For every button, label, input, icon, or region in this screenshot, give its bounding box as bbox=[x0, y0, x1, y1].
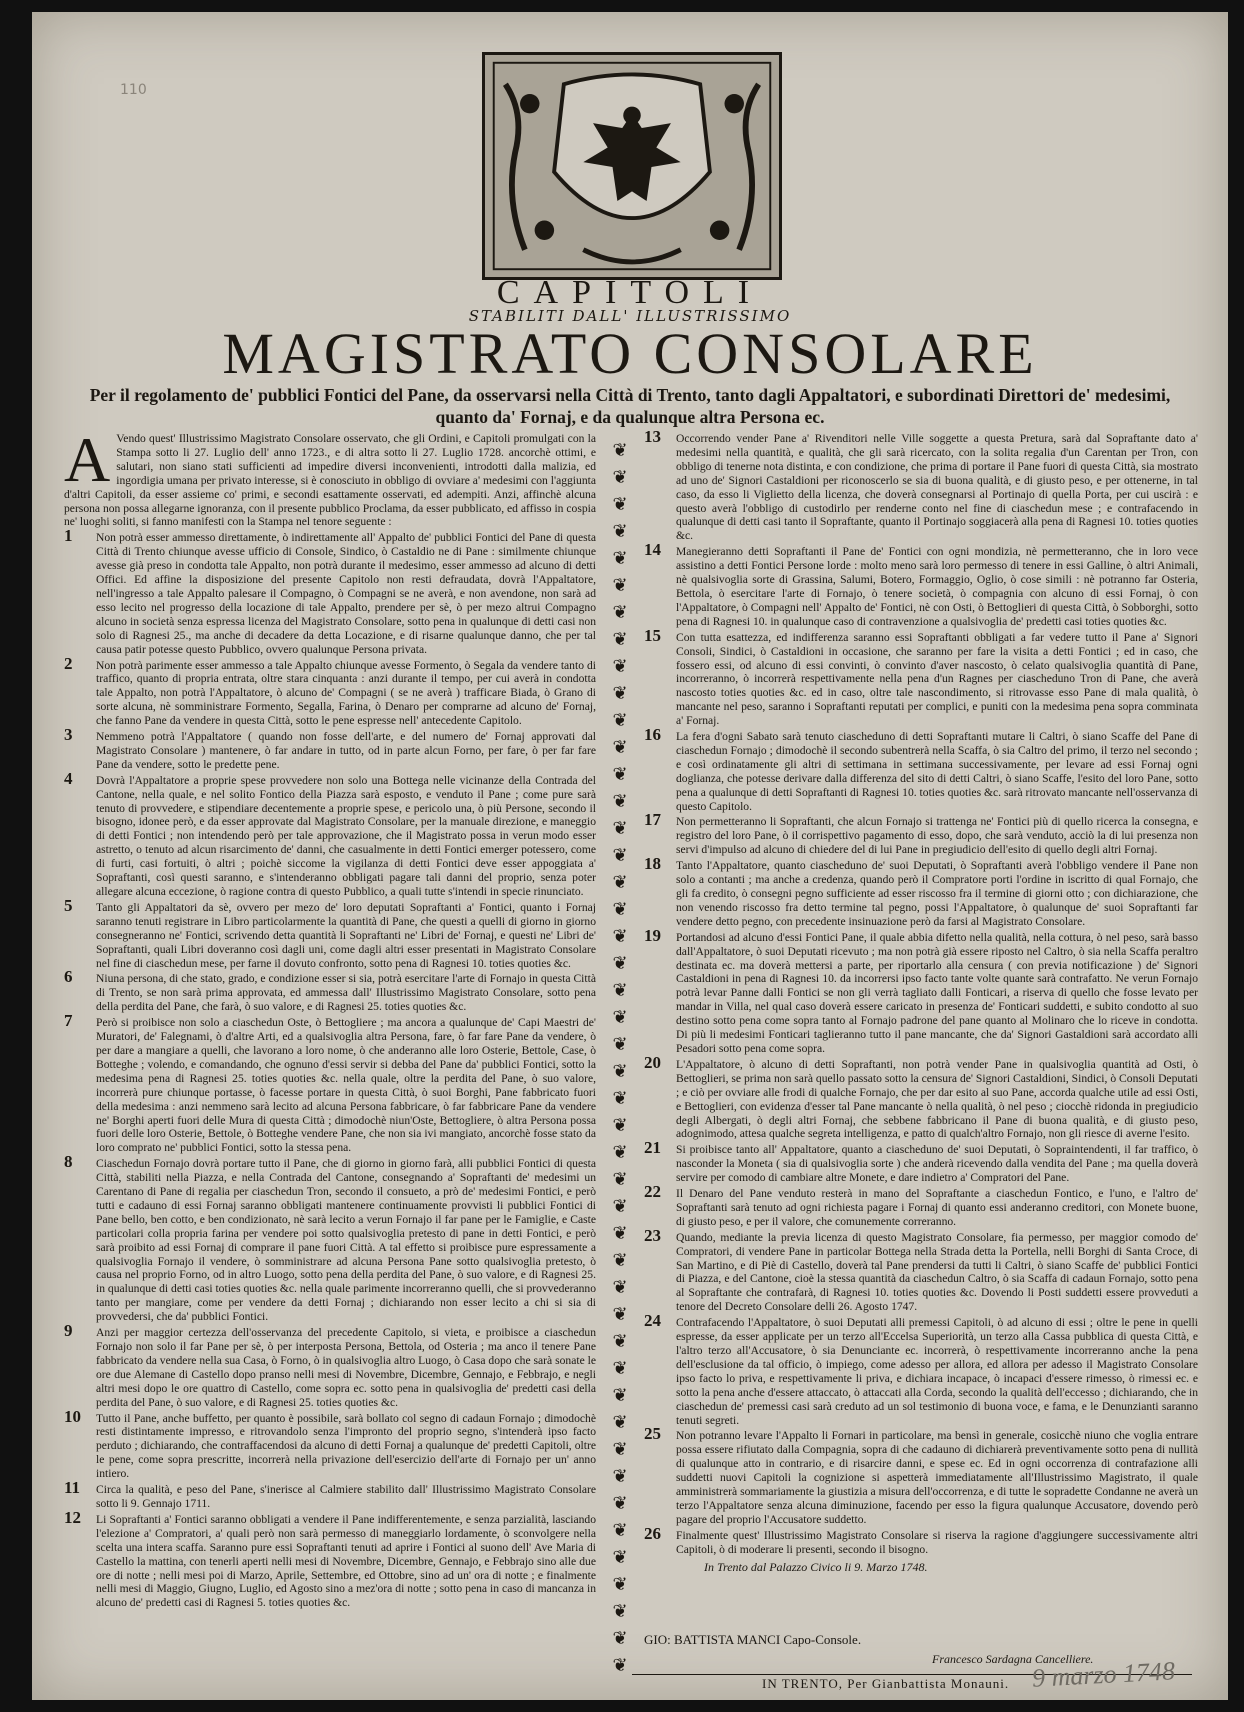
article-11 bbox=[64, 1478, 596, 1511]
article-8 bbox=[64, 1152, 596, 1324]
article-text: Occorrendo vender Pane a' Rivenditori nelle Ville soggette a questa Pretura, sarà dal Sopraftante dato a' medesimi nella quantità, e qualità, che gli sarà ricercato, con la solita regalia d'un Carentan per Tron, con obbligo di tenerne nota distinta, e con condizione, che prima di portare il Pane fuori di questa Città, sia mostrato ad uno de' Signori Castaldioni per riconoscerlo se sia di buona qualità, e di giusto peso, e per ottenerne, in tal caso, da esso li Viglietto della licenza, che doverà consegnarsi al Portinajo di quella Porta, per cui uscirà : e questo averà l'obbligo di custodirlo per renderne conto nel fine di ciaschedun mese ; e contrafacendo in qualunque di detti casi tanto il Sopraftante, quanto il Portinajo soggiacerà alla pena di Ragnesi 10. toties quoties &c. bbox=[676, 432, 1198, 543]
article-text: Circa la qualità, e peso del Pane, s'inerisce al Calmiere stabilito dall' Illustrissimo Magistrato Consolare sotto li 9. Gennajo 1711. bbox=[96, 1483, 596, 1510]
article-text: Quando, mediante la previa licenza di questo Magistrato Consolare, fia permesso, per maggior comodo de' Compratori, di vendere Pane in particolar Bottega nella Strada detta la Portella, nelli Borghi di Santa Croce, di San Martino, e di Piè di Castello, doverà tal Pane prendersi da tutti li Caltri, ò siano Scaffe de' pubblici Fontici di Piazza, e del Cantone, cioè la stessa quantità da ciaschedun Caltro, ò sia Scaffa di cadaun Fornajo, sotto pena al Sopraftante che contrafarà, di Ragnesi 10. toties quoties &c. Dovendo li Posti suddetti essere provveduti a tenore del Decreto Consolare delli 26. Agosto 1747. bbox=[676, 1230, 1198, 1314]
divider-ornament: ❦ bbox=[612, 1304, 628, 1325]
article-number: 5 bbox=[64, 895, 73, 915]
divider-ornament: ❦ bbox=[612, 818, 628, 839]
divider-ornament: ❦ bbox=[612, 872, 628, 893]
drop-cap: A bbox=[64, 424, 111, 495]
article-14 bbox=[644, 540, 1198, 628]
article-number: 14 bbox=[644, 540, 661, 560]
divider-ornament: ❦ bbox=[612, 1412, 628, 1433]
article-text: Finalmente quest' Illustrissimo Magistrato Consolare si riserva la ragione d'aggiungere successivamente altri Capitoli, ò di moderare li presenti, secondo il bisogno. bbox=[676, 1528, 1198, 1556]
article-19 bbox=[644, 925, 1198, 1056]
divider-ornament: ❦ bbox=[612, 737, 628, 758]
article-20 bbox=[644, 1052, 1198, 1141]
article-9 bbox=[64, 1321, 596, 1409]
divider-ornament: ❦ bbox=[612, 467, 628, 488]
article-number: 21 bbox=[644, 1138, 661, 1158]
article-number: 26 bbox=[644, 1523, 661, 1543]
article-12 bbox=[64, 1507, 596, 1610]
article-number: 16 bbox=[644, 725, 661, 745]
divider-ornament: ❦ bbox=[612, 1655, 628, 1676]
article-number: 17 bbox=[644, 810, 661, 830]
subtitle: Per il regolamento de' pubblici Fontici del Pane, da osservarsi nella Città di Trento, tanto dagli Appaltatori, e subordinati Direttori de' medesimi, quanto da' Fornaj, e da qualunque altra Persona ec. bbox=[89, 385, 1171, 427]
divider-ornament: ❦ bbox=[612, 1628, 628, 1649]
divider-ornament: ❦ bbox=[612, 1466, 628, 1487]
article-26 bbox=[644, 1523, 1198, 1557]
divider-ornament: ❦ bbox=[612, 1277, 628, 1298]
article-text: Dovrà l'Appaltatore a proprie spese provvedere non solo una Bottega nelle vicinanze della Contrada del Cantone, nella quale, e nel solito Fontico della Piazza sarà esposto, e venduto il Pane ; come pure sarà tenuto di provvedere, e stipendiare decentemente a proprie spese, e pericolo una, ò più Persone, secondo il bisogno, idonee però, e da esser approvate dal Magistrato Consolare, per la manuale direzione, e maneggio di detti Fontici ; non intendendo però per tale approvazione, che il Magistrato possa in verun modo esser astretto, o tenuto ad alcun risarcimento de' danni, che casualmente in detti Fontici emerger potessero, come di furti, casi fortuiti, ò altri ; poichè siccome la vigilanza di detti Fontici deve esser appoggiata a' Sopraftanti, così questi saranno, e s'intenderanno obbligati pagare tali danni del proprio, senza poter allegare alcuna eccezione, ò ragione contra di questo Pubblico, a quali tutte s'intendi in specie rinunciato. bbox=[96, 773, 596, 898]
eagle-woodcut-icon bbox=[485, 55, 779, 277]
article-text: Tanto gli Appaltatori da sè, ovvero per mezo de' loro deputati Sopraftanti a' Fontici, quanto i Fornaj saranno tenuti registrare in Libro particolarmente la quantità di Pane, che questi a quelli di giorno in giorno consegneranno ne' Fontici, scrivendo detta quantità li Sopraftanti ne' Libri de' Fornaj, e questi ne' Libri de' Sopraftanti, quali Libri doveranno così dagli uni, come dagli altri esser presentati in Magistrato Consolare nel fine di ciaschedun mese, per farne il dovuto confronto, sotto pena di Ragnesi 10. toties quoties &c. bbox=[96, 900, 596, 970]
article-text: Portandosi ad alcuno d'essi Fontici Pane, il quale abbia difetto nella qualità, nella cottura, ò nel peso, sarà basso dall'Appaltatore, ò suoi Deputati ricevuto ; ma non potrà già essere riposto nel Caltro, ò sia nella Scaffa peraltro destinata ec. ma doverà mettersi a parte, per riportarlo alla censura ( con previa notificazione ) de' Signori Castaldioni in pena di Ragnesi 10. da incorrersi ipso facto tante volte quante sarà contrafatto. Ne verun Fornajo potrà levar Panne dalli Fontici se non gli verrà tagliato dalli Fonticari, a riserva di quello che fosse levato per mandar in Villa, nel qual caso doverà essere caricato in presenza de' Fonticari suddetti, e subito condotto al suo destino sotto pena come sopra tanto al Fornajo padrone del pane quanto al Molinaro che lo riceve in condotta. Di più li medesimi Fonticari taglieranno tutto il pane mancante, che da' Signori Gastaldioni sarà accordato alli Pesadori sotto pena come sopra. bbox=[676, 930, 1198, 1055]
divider-ornament: ❦ bbox=[612, 1439, 628, 1460]
article-text: Non potrà esser ammesso direttamente, ò indirettamente all' Appalto de' pubblici Fontici del Pane di questa Città di Trento chiunque avesse ufficio di Console, Sindico, ò Castaldio ne di Pane : similmente chiunque avesse già preso in condotta tale Appalto, non potrà durante il medesimo, esser ammesso ad alcuno di detti Offici. Ed affine la disposizione del presente Capitolo non resti defraudata, dovrà l'Appaltatore, nell'ingresso a tale Appalto palesare il Compagno, ò Compagni se ne averà, e non avendone, non sarà ad esso lecito nel progresso della locazione di tale Appalto, prendere per sè, ò per mezo altrui Compagno alcuno in società senza espressa licenza del Magistrato Consolare, sotto pena in qualunque di detti casi non solo di Ragnesi 25., ma anche di decadere da detta Locazione, e di risarne qualunque danno, che per tal causa patir potesse questo Pubblico, ovvero qualunque Persona privata. bbox=[96, 531, 596, 656]
article-text: Manegieranno detti Sopraftanti il Pane de' Fontici con ogni mondizia, nè permetteranno, che in loro vece assistino a detti Fontici Persone lorde : molto meno sarà loro permesso di tenere in essi Galline, ò altri Animali, nè qualsivoglia sorte di Grassina, Salumi, Botero, Formaggio, Oglio, ò cose simili : nè potranno far Osteria, Bettola, ò esercitare l'arte di Fornajo, ò tenere società, ò compagnia con alcuno di essi Fornaj, ò con l'Appaltatore, ò Compagni nell' Appalto de' Fontici, nè con Osti, ò Bettoglieri di questa Città, ò Sobborghi, sotto pena di Ragnesi 10. in qualunque caso di contravenzione a qualsivoglia de' predetti casi toties quoties &c. bbox=[676, 545, 1198, 628]
date-line: In Trento dal Palazzo Civico li 9. Marzo 1748. bbox=[704, 1559, 928, 1574]
article-6 bbox=[64, 967, 596, 1014]
article-21 bbox=[644, 1138, 1198, 1185]
divider-ornament: ❦ bbox=[612, 953, 628, 974]
article-number: 9 bbox=[64, 1321, 73, 1341]
article-number: 6 bbox=[64, 967, 73, 987]
article-1 bbox=[64, 526, 596, 656]
article-23 bbox=[644, 1225, 1198, 1314]
article-text: La fera d'ogni Sabato sarà tenuto ciascheduno di detti Sopraftanti mutare li Caltri, ò siano Scaffe del Pane di ciaschedun Fornajo ; dimodochè il secondo subentrerà nella Scaffa, ò sia Caltro del primo, il terzo nel secondo ; e così ordinatamente gli altri di settimana in settimana successivamente, per levare ad essi Fornaj ogni doglianza, che potesse derivare dalla differenza del sito di detti Caltri, ò siano Scaffe, l'esito del loro Pane, sotto pena a qualunque di detti Sopraftanti di Ragnesi 10. toties quoties &c. sarà ritrovato mancante nell'osservanza di questo Capitolo. bbox=[676, 730, 1198, 813]
divider-ornament: ❦ bbox=[612, 1007, 628, 1028]
divider-ornament: ❦ bbox=[612, 1169, 628, 1190]
pencil-mark: 110 bbox=[120, 82, 147, 98]
divider-ornament: ❦ bbox=[612, 440, 628, 461]
divider-ornament: ❦ bbox=[612, 1493, 628, 1514]
divider-ornament: ❦ bbox=[612, 602, 628, 623]
article-text: Il Denaro del Pane venduto resterà in mano del Sopraftante a ciaschedun Fontico, e l'uno, e l'altro de' Sopraftanti sarà tenuto ad ogni richiesta pagare i Fornaj di quanto essi anderanno creditori, con Monete buone, di giusto peso, e per il valore, che comunemente correranno. bbox=[676, 1187, 1198, 1228]
article-text: Tutto il Pane, anche buffetto, per quanto è possibile, sarà bollato col segno di cadaun Fornajo ; dimodochè resti distintamente impresso, e ritrovandolo senza l'impronto del proprio segno, s'intenderà ipso facto perduto ; dichiarando, che contraffacendosi da alcuno di detti Fornaj a qualunque de' predetti Capitoli, oltre le pene, come sopra prescritte, incorrerà nella privazione dell'esercizio dell'arte di Fornajo per un' anno intiero. bbox=[96, 1411, 596, 1481]
left-articles bbox=[64, 526, 596, 1610]
article-text: Non potranno levare l'Appalto li Fornari in particolare, ma bensì in generale, cosicchè niuno che voglia entrare possa essere rifiutato dalla Compagnia, sopra di che cadauno di dichiarerà preventivamente sotto pena di nullità di qualunque atto in contrario, e di risarcire danni, e spese ec. Ed in ogni occorrenza di contrafazione alli suddetti nuovi Capitoli la cognizione si aspetterà immediatamente all'Illustrissimo Magistrato, il quale amministrerà sommariamente la giustizia a misura dell'occorrenza, e di tutte le sopradette Condanne ne averà un terzo l'Appaltatore senza alcuna diminuzione, facendo per esso la figura qualunque Accusatore, dovendo però pagare del proprio l'Accusatore suddetto. bbox=[676, 1429, 1198, 1526]
divider-ornament: ❦ bbox=[612, 1061, 628, 1082]
article-25 bbox=[644, 1424, 1198, 1526]
divider-ornament: ❦ bbox=[612, 1142, 628, 1163]
divider-ornament: ❦ bbox=[612, 1250, 628, 1271]
article-number: 4 bbox=[64, 768, 73, 788]
article-number: 12 bbox=[64, 1507, 81, 1527]
article-number: 3 bbox=[64, 725, 73, 745]
divider-ornament: ❦ bbox=[612, 629, 628, 650]
article-number: 15 bbox=[644, 625, 661, 645]
ornament-divider bbox=[604, 437, 636, 1699]
article-text: Li Sopraftanti a' Fontici saranno obbligati a vendere il Pane indifferentemente, e senza parzialità, lasciando l'elezione a' Compratori, a' quali però non sarà permesso di maneggiarlo lordamente, ò sconvolgere nella scelta una intera scaffa. Saranno pure essi Sopraftanti tenuti ad aprire i Fontici al suono dell' Ave Maria di Castello la mattina, con tenerli aperti nelli mesi di Novembre, Dicembre, Gennajo, e Febbrajo sino alle due ore di notte ; nelli mesi poi di Marzo, Aprile, Settembre, ed Ottobre, sino ad un' ora di notte ; e finalmente nelli mesi di Maggio, Giugno, Luglio, ed Agosto sino a mez'ora di notte ; sotto pena in caso di mancanza in alcuno de' predetti casi di Ragnesi 5. toties quoties &c. bbox=[96, 1512, 596, 1610]
divider-ornament: ❦ bbox=[612, 1196, 628, 1217]
article-3 bbox=[64, 725, 596, 772]
article-number: 8 bbox=[64, 1152, 73, 1172]
article-number: 11 bbox=[64, 1478, 81, 1498]
divider-ornament: ❦ bbox=[612, 845, 628, 866]
article-text: Niuna persona, di che stato, grado, e condizione esser si sia, potrà esercitare l'arte di Fornajo in questa Città di Trento, se non sarà prima approvata, ed ammessa dall' Illustrissimo Magistrato Consolare, sotto pena della perdita del Pane, che farà, ò suo valore, e di Ragnesi 25. toties quoties &c. bbox=[96, 972, 596, 1014]
article-text: Si proibisce tanto all' Appaltatore, quanto a ciascheduno de' suoi Deputati, ò Sopraintendenti, il far traffico, ò nasconder la Moneta ( sia di qualsivoglia sorte ) che anderà ricevendo dalla vendita del Pane ; ma quella doverà servire per comodo di cambiare altre Monete, e dare indietro a' Compratori del Pane. bbox=[676, 1143, 1198, 1185]
divider-ornament: ❦ bbox=[612, 1034, 628, 1055]
article-18 bbox=[644, 854, 1198, 929]
article-number: 2 bbox=[64, 653, 73, 673]
divider-ornament: ❦ bbox=[612, 494, 628, 515]
article-22 bbox=[644, 1182, 1198, 1229]
article-number: 25 bbox=[644, 1424, 661, 1444]
divider-ornament: ❦ bbox=[612, 1331, 628, 1352]
signer-line: GIO: BATTISTA MANCI Capo-Console. bbox=[644, 1632, 862, 1647]
intro-text: Vendo quest' Illustrissimo Magistrato Consolare osservato, che gli Ordini, e Capitoli promulgati con la Stampa sotto li 27. Luglio dell' anno 1723., e di altra sotto li 27. Luglio 1728. ancorchè ottimi, e salutari, non siano stati sufficienti ad impedire diversi inconvenienti, introdotti dalla malizia, ed ingordigia umana per privato interesse, si è conosciuto in obbligo di ovviare a' medesimi con l'aggiunta d'altri Capitoli, da esser assieme co' primi, e secondi esattamente osservati, ed adempiti. Anzi, affinchè alcuna persona non possa allegarne ignoranza, con il presente pubblico Proclama, da esser pubblicato, ed affisso in cospia ne' luoghi soliti, si fanno manifesti con la Stampa nel tenore seguente : bbox=[64, 432, 596, 529]
title-magistrato: MAGISTRATO CONSOLARE bbox=[222, 321, 1038, 386]
divider-ornament: ❦ bbox=[612, 1088, 628, 1109]
divider-ornament: ❦ bbox=[612, 1115, 628, 1136]
divider-ornament: ❦ bbox=[612, 1223, 628, 1244]
article-number: 20 bbox=[644, 1052, 661, 1072]
article-text: Ciaschedun Fornajo dovrà portare tutto il Pane, che di giorno in giorno farà, alli pubblici Fontici di questa Città, stabiliti nella Piazza, e nella Contrada del Cantone, consegnando a' Sopraftanti de' medesimi un Carentano di Pane di regalia per ciaschedun Tron, secondo il consueto, a prò de' medesimi Fontici, e però tutti e cadauno di essi Fornaj saranno obbligati mantenere continuamente provvisti li pubblici Fontici di Pane bello, ben cotto, e ben condizionato, nè sarà lecito a verun Fornajo il far pane per le Famiglie, e Caste particolari colla propria farina per vendere poi sotto qualsivoglia pretesto di pane in detti Fontici, e però sarà proibito ad essi Fornaj di comprare il pane fuori Città. A tal effetto si proibisce pure espressamente a qualsivoglia Fornajo il vendere, ò somministrare ad alcuna Persona Pane sotto qualsivoglia pretesto, ò causa nel proprio Forno, od in altro Luogo, sotto pena della perdita del Pane, ò suo valore, e di Ragnesi 25. in qualunque di detti casi toties quoties &c. nella quale parimente incorreranno quelli, che si provvederanno tanto per mangiare, come per vendere da detti Fornaj ; dichiarando non esser lecito a chi si sia di provvedersi, che da' pubblici Fontici. bbox=[96, 1157, 596, 1324]
article-number: 1 bbox=[64, 526, 73, 546]
article-text: Contrafacendo l'Appaltatore, ò suoi Deputati alli premessi Capitoli, ò ad alcuno di essi ; oltre le pene in quelli espresse, da esser applicate per un terzo all'Eccelsa Superiorità, un terzo alla Cassa pubblica di questa Città, e l'altro terzo all'Accusatore, ò sia Denunciante ec. incorrerà, ò respettivamente incorreranno anche la pena dell'esclusione da tal officio, ò impiego, come adesso per allora, ed allora per adesso il Magistrato Consolare ipso facto lo priva, e respettivamente li priva, e dichiara incapace, ò incapaci d'essere rimesso, ò rimessi ec. e sotto la pena anche d'essere attaccato, ò attaccati alla Corda, secondo la qualità dell'eccesso ; dichiarando, che in ciaschedun de' premessi casi sarà creduto ad un sol testimonio di buona voce, e fama, e le Denunzianti saranno tenuti segreti. bbox=[676, 1316, 1198, 1427]
divider-ornament: ❦ bbox=[612, 1601, 628, 1622]
article-text: Però si proibisce non solo a ciaschedun Oste, ò Bettogliere ; ma ancora a qualunque de' Capi Maestri de' Muratori, de' Falegnami, ò d'altre Arti, ed a qualsivoglia altra Persona, fare, ò far fare Pane da vendere, ò per dare a mangiare a quelli, che lavorano a loro nome, ò che anderanno alle loro Osterie, Bettole, Case, ò Botteghe ; volendo, e comandando, che ognuno d'essi servir si debba del Pane da' pubblici Fontici, sotto la medesima pena di Ragnesi 25. toties quoties &c. nella quale, oltre la perdita del Pane, ò suo valore, incorrerà pure chiunque portasse, ò facesse portare in questa Città, ò suoi Borghi, Pane fabbricato fuori della medesima : anzi nemmeno sarà lecito ad alcuna Persona fabbricare, ò far fabbricare Pane da vendere ne' Borghi aperti fuori delle Mura di questa Città ; dimodochè niun'Oste, Bettogliere, ò altra Persona possa fuori delle loro Osterie, Bettole, ò Botteghe vendere Pane, che non sia ivi mangiato, ancorchè fosse stato da loro comprato ne' pubblici Fontici, sotto la stessa pena. bbox=[96, 1016, 596, 1155]
divider-ornament: ❦ bbox=[612, 899, 628, 920]
article-5 bbox=[64, 895, 596, 971]
divider-ornament: ❦ bbox=[612, 710, 628, 731]
divider-ornament: ❦ bbox=[612, 1520, 628, 1541]
article-number: 23 bbox=[644, 1225, 661, 1245]
article-text: Anzi per maggior certezza dell'osservanza del precedente Capitolo, si vieta, e proibisce a ciaschedun Fornajo non solo il far Pane per sè, ò per interposta Persona, Bettola, od Osteria ; ma anco il tenere Pane fabbricato da vendere nella sua Casa, ò Forno, ò in qualsivoglia altro Luogo, ò Casa dopo che sarà sonate le ore due Alemane di Castello dopo pranso nelli mesi di Novembre, Dicembre, Gennajo, e Febbrajo, e negli altri mesi dopo le ore quattro di Castello, come sopra ec. sotto pena in qualsivoglia de' predetti casi della perdita del Pane, ò suo valore, e di Ragnesi 25. toties quoties &c. bbox=[96, 1326, 596, 1409]
coat-of-arms-emblem bbox=[482, 52, 782, 280]
intro-paragraph bbox=[64, 424, 596, 529]
divider-ornament: ❦ bbox=[612, 521, 628, 542]
article-7 bbox=[64, 1011, 596, 1155]
divider-ornament: ❦ bbox=[612, 980, 628, 1001]
right-column bbox=[644, 427, 1198, 1575]
article-number: 18 bbox=[644, 854, 661, 874]
right-articles bbox=[644, 427, 1198, 1557]
divider-ornament: ❦ bbox=[612, 791, 628, 812]
article-text: Non permetteranno li Sopraftanti, che alcun Fornajo si trattenga ne' Fontici più di quello ricerca la consegna, e registro del loro Pane, ò il corrispettivo pagamento di esso, dopo, che sarà venduto, acciò la di lui presenza non servi d'impulso ad alcuno di chiedere del di lui Pane in pregiudicio dell'esito di quello degli altri Fornaj. bbox=[676, 815, 1198, 857]
handwritten-date-note: 9 marzo 1748 bbox=[1031, 1656, 1176, 1693]
article-10 bbox=[64, 1406, 596, 1482]
article-text: Con tutta esattezza, ed indifferenza saranno essi Sopraftanti obbligati a far vedere tutto il Pane a' Signori Consoli, Sindici, ò Castaldioni in occasione, che saranno per fare la visita a detti Fontici ; ed in caso, che fossero essi, od alcuno di essi convinti, ò convinto d'aver nascosto, ò celato qualsivoglia quantità di Pane, incorreranno, ò incorrerà respettivamente nella pena d'un Ragnes per ciascheduno Tron di Pane, che averà nascosto toties quoties &c. ed in caso, oltre tale nascondimento, si ritrovasse esso Pane di mala qualità, ò mancante nel peso, saranno i Sopraftanti reputati per complici, e puniti con la medesima pena sopra comminata a' Fornaj. bbox=[676, 630, 1198, 728]
divider-ornament: ❦ bbox=[612, 926, 628, 947]
title-stabiliti: STABILITI DALL' ILLUSTRISSIMO bbox=[468, 307, 792, 325]
article-text: Tanto l'Appaltatore, quanto ciascheduno de' suoi Deputati, ò Sopraftanti averà l'obbligo vendere il Pane non solo a contanti ; ma anche a credenza, quando però il Compratore porti l'ordine in iscritto di qual Fornajo, che gli fa credito, ò consegni pegno sufficiente ad esser riscosso fra il termine di giorni otto ; con dichiarazione, che non venendo riscosso fra detto termine tal pegno, possi l'Appaltatore, ò qualunque de' suoi Sopraftanti far vendere detto pegno, con precedente insinuazione però da farsi al Magistrato Consolare. bbox=[676, 859, 1198, 928]
article-17 bbox=[644, 810, 1198, 857]
article-number: 24 bbox=[644, 1311, 661, 1331]
article-24 bbox=[644, 1311, 1198, 1427]
divider-ornament: ❦ bbox=[612, 764, 628, 785]
article-number: 13 bbox=[644, 427, 661, 446]
article-number: 22 bbox=[644, 1182, 661, 1202]
divider-ornament: ❦ bbox=[612, 1385, 628, 1406]
divider-ornament: ❦ bbox=[612, 575, 628, 596]
divider-ornament: ❦ bbox=[612, 1358, 628, 1379]
article-text: Non potrà parimente esser ammesso a tale Appalto chiunque avesse Formento, ò Segala da vendere tanto di traffico, quanto di propria entrata, oltre stara cinquanta : anzi durante il tempo, per cui averà in condotta tale Appalto, non potrà l'Appaltatore, ò alcuno de' Compagni ( se ne averà ) trafficare Biada, ò Grano di sorte alcuna, nè somministrare Formento, Segalla, Farina, ò Denaro per comprarne ad alcuno de' Fornaj, che fanno Pane da vendere in questa Città, sotto le pene espresse nell' antecedente Capitolo. bbox=[96, 658, 596, 728]
divider-ornament: ❦ bbox=[612, 1574, 628, 1595]
article-2 bbox=[64, 653, 596, 729]
article-16 bbox=[644, 725, 1198, 813]
chancellor-signature: Francesco Sardagna Cancelliere. bbox=[932, 1652, 1094, 1666]
article-number: 10 bbox=[64, 1406, 81, 1426]
article-13 bbox=[644, 427, 1198, 543]
article-15 bbox=[644, 625, 1198, 728]
left-column bbox=[64, 424, 596, 1612]
divider-ornament: ❦ bbox=[612, 548, 628, 569]
document-sheet bbox=[32, 12, 1228, 1700]
article-number: 7 bbox=[64, 1011, 73, 1031]
article-text: Nemmeno potrà l'Appaltatore ( quando non fosse dell'arte, e del numero de' Fornaj approvati dal Magistrato Consolare ) mantenere, ò far andare in tutto, od in parte alcun Forno, per fare, ò per far fare Pane da vendere, sotto le predette pene. bbox=[96, 730, 596, 771]
divider-ornament: ❦ bbox=[612, 1547, 628, 1568]
title-capitoli: CAPITOLI bbox=[496, 274, 764, 311]
divider-ornament: ❦ bbox=[612, 683, 628, 704]
article-text: L'Appaltatore, ò alcuno di detti Sopraftanti, non potrà vender Pane in qualsivoglia quantità ad Osti, ò Bettoglieri, se prima non sarà quello passato sotto la censura de' Signori Castaldioni, Sindici, ò Consoli Deputati ; e ciò per ovviare alle frodi di qualche Fornajo, che per dar esito al suo Pane, accorda qualche utile ad essi Osti, e Bettoglieri, con evidenza d'esser tal Pane mancante ò nella qualità, ò nel peso ; ciocchè ridonda in pregiudicio degli Albergati, ò degli altri Fornaj, che sebbene fabbricano il Pane di buona qualità, e di giusto peso, adognimodo, attesa qualche segreta intelligenza, e patto di qualch'altro Fornajo, non gli riesce di averne l'esito. bbox=[676, 1057, 1198, 1141]
article-4 bbox=[64, 768, 596, 899]
divider-ornament: ❦ bbox=[612, 656, 628, 677]
article-number: 19 bbox=[644, 925, 661, 945]
printer-line: IN TRENTO, Per Gianbattista Monauni. bbox=[762, 1676, 1010, 1691]
